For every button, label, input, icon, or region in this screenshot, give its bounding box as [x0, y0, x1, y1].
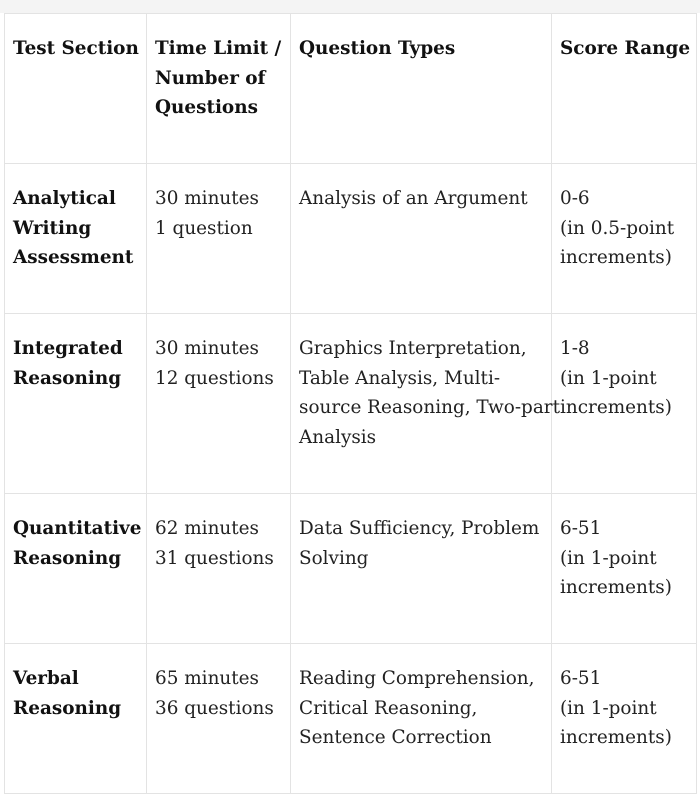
time-limit-cell: 30 minutes 12 questions [147, 314, 291, 494]
table-header-row [5, 14, 697, 164]
section-name: Verbal Reasoning [5, 644, 147, 794]
table-row [5, 314, 697, 494]
question-types-cell: Graphics Interpretation, Table Analysis, Multi- source Reasoning, Two-part Analysis [291, 314, 552, 494]
score-range-cell: 6-51 (in 1-point increments) [552, 644, 697, 794]
header-score-range: Score Range [552, 14, 697, 164]
section-name: Integrated Reasoning [5, 314, 147, 494]
question-types-cell: Data Sufficiency, Problem Solving [291, 494, 552, 644]
header-time-limit: Time Limit / Number of Questions [147, 14, 291, 164]
table-row [5, 494, 697, 644]
score-range-cell: 1-8 (in 1-point increments) [552, 314, 697, 494]
header-question-types: Question Types [291, 14, 552, 164]
question-types-cell: Reading Comprehension, Critical Reasoning, Sentence Correction [291, 644, 552, 794]
header-test-section: Test Section [5, 14, 147, 164]
top-strip [0, 0, 700, 13]
table-row [5, 644, 697, 794]
section-name: Analytical Writing Assessment [5, 164, 147, 314]
score-range-cell: 6-51 (in 1-point increments) [552, 494, 697, 644]
time-limit-cell: 30 minutes 1 question [147, 164, 291, 314]
section-name: Quantitative Reasoning [5, 494, 147, 644]
table-row [5, 164, 697, 314]
time-limit-cell: 62 minutes 31 questions [147, 494, 291, 644]
gmat-sections-table [4, 13, 697, 794]
question-types-cell: Analysis of an Argument [291, 164, 552, 314]
time-limit-cell: 65 minutes 36 questions [147, 644, 291, 794]
score-range-cell: 0-6 (in 0.5-point increments) [552, 164, 697, 314]
